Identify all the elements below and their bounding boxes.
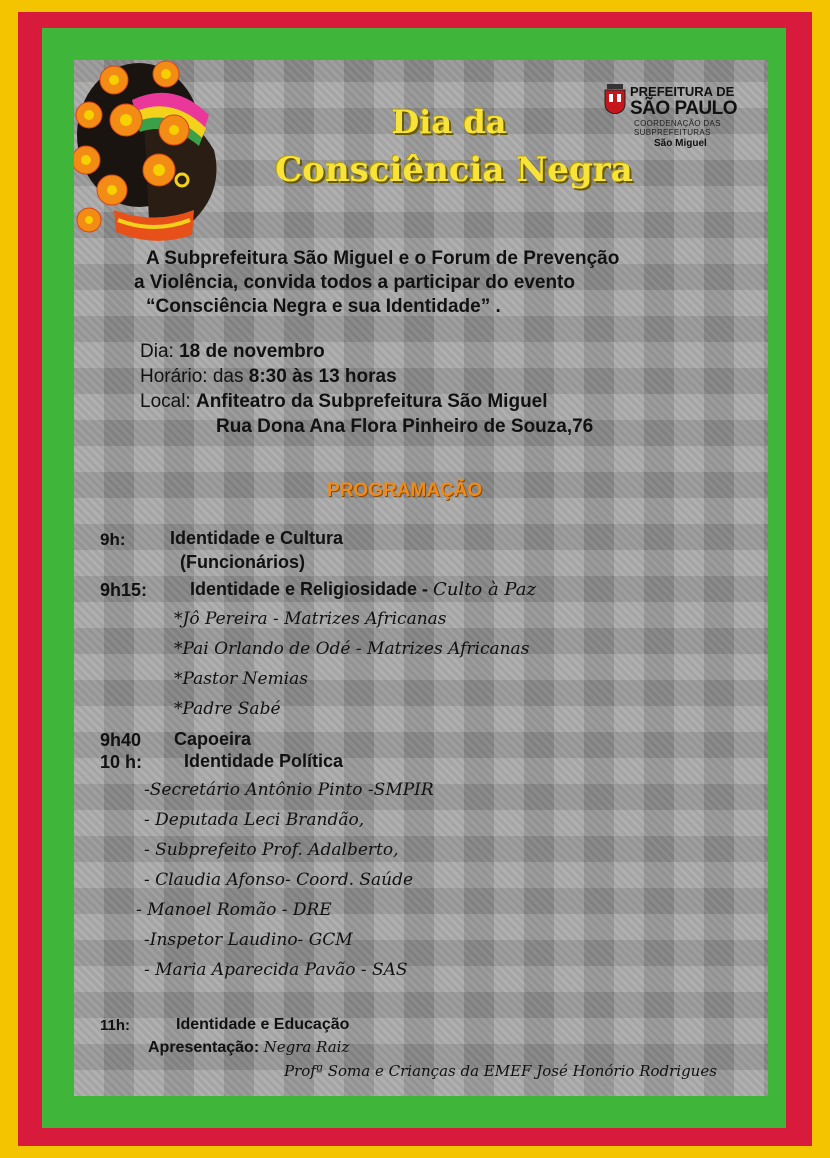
- speaker-jo: *Jô Pereira - Matrizes Africanas: [174, 609, 447, 629]
- time-9h: 9h:: [100, 530, 126, 549]
- session-religiosidade-label: Identidade e Religiosidade -: [190, 579, 434, 599]
- logo-line-5: São Miguel: [654, 138, 707, 149]
- session-cultura: Identidade e Cultura: [170, 528, 344, 548]
- event-title: [244, 98, 664, 194]
- logo-line-1: PREFEITURA DE: [630, 84, 735, 99]
- apresentacao-label: Apresentação:: [148, 1039, 264, 1056]
- title-line-1: Dia da: [391, 103, 507, 141]
- time-9h40: 9h40: [100, 730, 142, 750]
- logo-line-3b: SUBPREFEITURAS: [634, 128, 711, 137]
- program-title: PROGRAMAÇÃO: [327, 480, 483, 501]
- info-place: [140, 390, 548, 414]
- intro-line-2: a Violência, convida todos a participar do evento: [134, 272, 575, 293]
- address-value: Rua Dona Ana Flora Pinheiro de Souza,76: [216, 416, 594, 437]
- apresentacao-value: Negra Raiz: [263, 1038, 350, 1056]
- logo-line-3: [634, 119, 721, 137]
- place-label: Local:: [140, 391, 196, 412]
- place-value: Anfiteatro da Subprefeitura São Miguel: [195, 391, 548, 412]
- time-10h: 10 h:: [100, 752, 143, 772]
- speaker-orlando: *Pai Orlando de Odé - Matrizes Africanas: [174, 639, 530, 659]
- title-line-2: Consciência Negra: [275, 150, 633, 190]
- info-time: [140, 365, 397, 389]
- session-educacao: Identidade e Educação: [176, 1016, 350, 1033]
- time-value: 8:30 às 13 horas: [248, 366, 397, 387]
- session-cultura-sub: (Funcionários): [180, 552, 305, 572]
- session-politica: Identidade Política: [184, 751, 344, 771]
- intro-line-3: “Consciência Negra e sua Identidade” .: [146, 296, 501, 317]
- speaker-leci: - Deputada Leci Brandão,: [144, 810, 365, 830]
- logo-line-3a: COORDENAÇÃO DAS: [634, 119, 721, 128]
- date-label: Dia:: [140, 341, 180, 362]
- time-9h15: 9h15:: [100, 580, 148, 600]
- info-address: [216, 415, 593, 439]
- intro-line-1: A Subprefeitura São Miguel e o Forum de Prevenção: [146, 248, 620, 269]
- time-11h: 11h:: [100, 1017, 131, 1034]
- speaker-nemias: *Pastor Nemias: [174, 669, 308, 689]
- speaker-adalberto: - Subprefeito Prof. Adalberto,: [144, 840, 399, 860]
- date-value: 18 de novembro: [179, 341, 325, 362]
- speaker-antonio: -Secretário Antônio Pinto -SMPIR: [144, 780, 434, 800]
- time-label: Horário: das: [140, 366, 249, 387]
- session-religiosidade: [190, 579, 536, 600]
- logo-line-2: SÃO PAULO: [630, 98, 738, 119]
- session-religiosidade-sub: Culto à Paz: [433, 579, 536, 600]
- speaker-sabe: *Padre Sabé: [174, 699, 281, 719]
- session-capoeira: Capoeira: [174, 729, 252, 749]
- credit-line: Profª Soma e Crianças da EMEF José Honório Rodrigues: [284, 1062, 717, 1080]
- speaker-manoel: - Manoel Romão - DRE: [136, 900, 332, 920]
- woman-illustration: [74, 60, 229, 250]
- speaker-laudino: -Inspetor Laudino- GCM: [144, 930, 353, 950]
- apresentacao: [148, 1038, 349, 1057]
- speaker-claudia: - Claudia Afonso- Coord. Saúde: [144, 870, 414, 890]
- info-date: [140, 340, 325, 364]
- poster: [74, 60, 768, 1096]
- prefeitura-logo: [604, 84, 764, 164]
- crest-icon: [604, 84, 626, 114]
- speaker-maria: - Maria Aparecida Pavão - SAS: [144, 960, 408, 980]
